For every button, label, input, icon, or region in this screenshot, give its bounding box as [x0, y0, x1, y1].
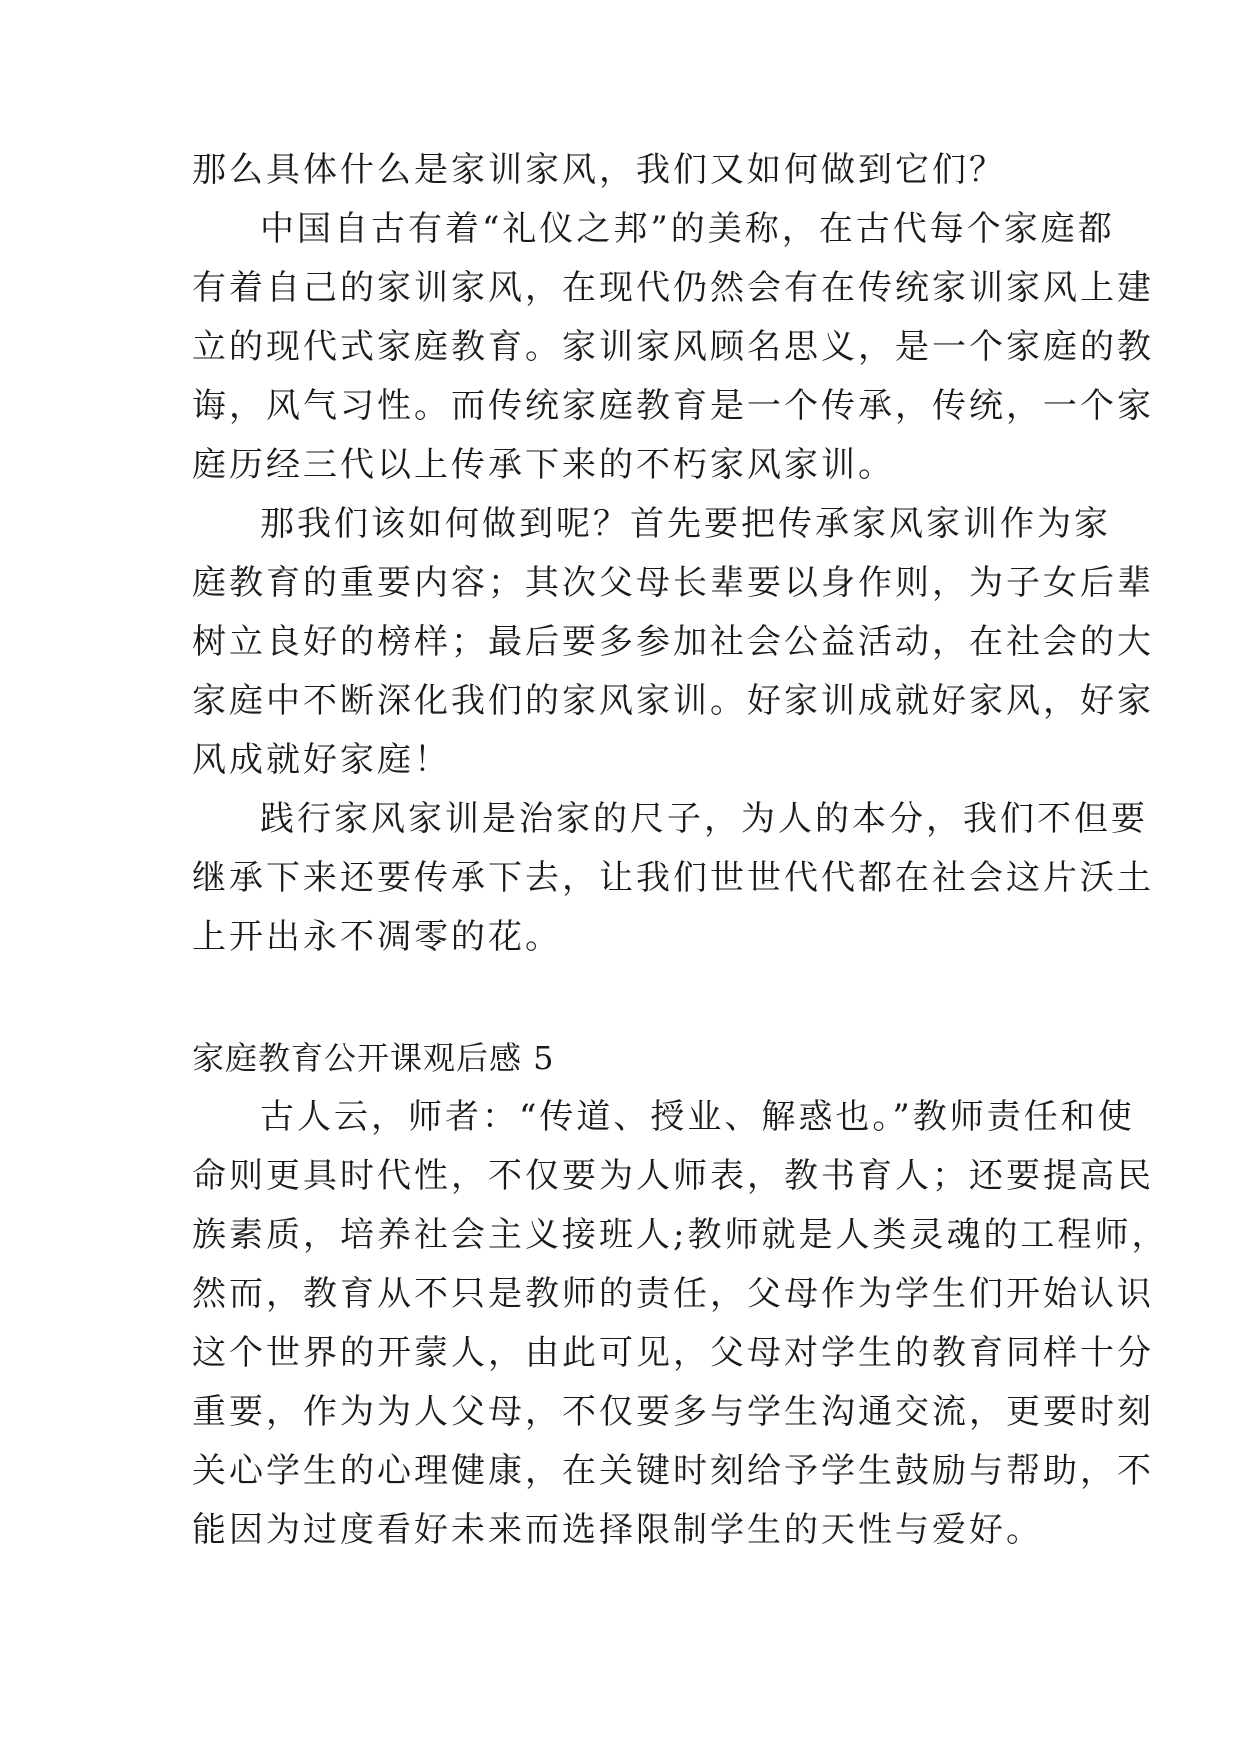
- paragraph-4-line-1: 古人云，师者：“传道、授业、解惑也。”教师责任和使: [260, 1097, 1135, 1137]
- paragraph-3-line-3: 上开出永不凋零的花。: [192, 917, 562, 957]
- paragraph-4-line-5: 这个世界的开蒙人，由此可见，父母对学生的教育同样十分: [192, 1333, 1154, 1373]
- paragraph-2-line-4: 家庭中不断深化我们的家风家训。好家训成就好家风，好家: [192, 681, 1154, 721]
- paragraph-4-line-8: 能因为过度看好未来而选择限制学生的天性与爱好。: [192, 1510, 1043, 1550]
- paragraph-2-line-1: 那我们该如何做到呢？首先要把传承家风家训作为家: [260, 504, 1111, 544]
- paragraph-2-line-3: 树立良好的榜样；最后要多参加社会公益活动，在社会的大: [192, 622, 1154, 662]
- question-line: 那么具体什么是家训家风，我们又如何做到它们？: [192, 150, 1006, 190]
- paragraph-4-line-3: 族素质，培养社会主义接班人;教师就是人类灵魂的工程师，: [192, 1215, 1169, 1255]
- paragraph-3-line-1: 践行家风家训是治家的尺子，为人的本分，我们不但要: [260, 799, 1148, 839]
- paragraph-4-line-2: 命则更具时代性，不仅要为人师表，教书育人；还要提高民: [192, 1156, 1154, 1196]
- paragraph-1-line-2: 有着自己的家训家风，在现代仍然会有在传统家训家风上建: [192, 268, 1154, 308]
- paragraph-1-line-4: 诲，风气习性。而传统家庭教育是一个传承，传统，一个家: [192, 386, 1154, 426]
- paragraph-3-line-2: 继承下来还要传承下去，让我们世世代代都在社会这片沃土: [192, 858, 1154, 898]
- paragraph-4-line-7: 关心学生的心理健康，在关键时刻给予学生鼓励与帮助，不: [192, 1451, 1154, 1491]
- paragraph-2-line-5: 风成就好家庭！: [192, 740, 451, 780]
- paragraph-1-line-3: 立的现代式家庭教育。家训家风顾名思义，是一个家庭的教: [192, 327, 1154, 367]
- paragraph-4-line-4: 然而，教育从不只是教师的责任，父母作为学生们开始认识: [192, 1274, 1154, 1314]
- paragraph-1-line-1: 中国自古有着“礼仪之邦”的美称，在古代每个家庭都: [260, 209, 1115, 249]
- section-title: 家庭教育公开课观后感 5: [192, 1039, 555, 1077]
- paragraph-4-line-6: 重要，作为为人父母，不仅要多与学生沟通交流，更要时刻: [192, 1392, 1154, 1432]
- paragraph-1-line-5: 庭历经三代以上传承下来的不朽家风家训。: [192, 445, 895, 485]
- paragraph-2-line-2: 庭教育的重要内容；其次父母长辈要以身作则，为子女后辈: [192, 563, 1154, 603]
